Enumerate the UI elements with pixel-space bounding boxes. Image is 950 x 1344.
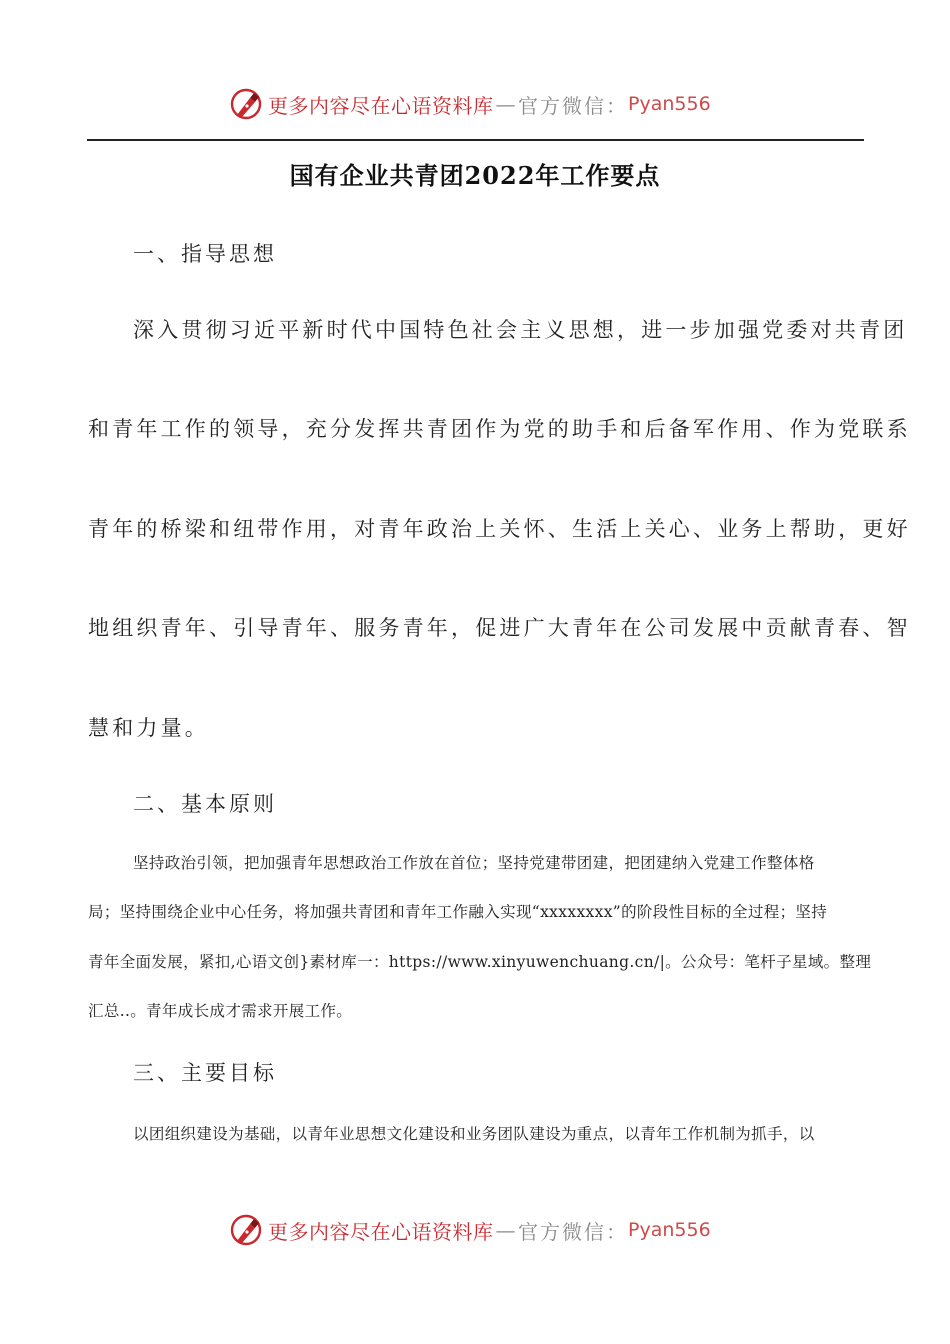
banner-wechat-id: Pyan556 <box>628 93 711 115</box>
paragraph-line: 慧和力量。 <box>88 716 209 740</box>
paragraph-line: 汇总..。青年成长成才需求开展工作。 <box>88 1002 353 1020</box>
paragraph-line: 地组织青年、引导青年、服务青年，促进广大青年在公司发展中贡献青春、智 <box>88 616 911 640</box>
pen-nib-logo-icon <box>228 86 264 122</box>
header-divider <box>87 139 864 141</box>
section-heading-basic-principles: 二、基本原则 <box>133 792 277 816</box>
banner-brand-text: 更多内容尽在心语资料库 <box>268 1219 494 1244</box>
header-banner <box>0 84 950 124</box>
banner-dash: — <box>495 92 516 116</box>
section-heading-guiding-ideology: 一、指导思想 <box>133 242 277 266</box>
banner-official-text: 官方微信： <box>518 1219 628 1244</box>
banner-wechat-id: Pyan556 <box>628 1219 711 1241</box>
paragraph-line: 局；坚持围绕企业中心任务，将加强共青团和青年工作融入实现“xxxxxxxx”的阶段性目标的全过程；坚持 <box>88 903 828 921</box>
paragraph-line: 坚持政治引领，把加强青年思想政治工作放在首位；坚持党建带团建，把团建纳入党建工作整体格 <box>133 854 815 872</box>
banner-brand-text: 更多内容尽在心语资料库 <box>268 93 494 118</box>
pen-nib-logo-icon <box>228 1212 264 1248</box>
paragraph-line: 和青年工作的领导，充分发挥共青团作为党的助手和后备军作用、作为党联系 <box>88 417 911 441</box>
document-title: 国有企业共青团2022年工作要点 <box>289 161 661 190</box>
paragraph-line: 青年全面发展，紧扣,心语文创}素材库一：https://www.xinyuwenchuang.cn/|。公众号：笔杆子星域。整理 <box>88 953 872 971</box>
footer-banner <box>0 1210 950 1250</box>
section-heading-main-goals: 三、主要目标 <box>133 1061 277 1085</box>
banner-official-text: 官方微信： <box>518 93 628 118</box>
paragraph-line: 青年的桥梁和纽带作用，对青年政治上关怀、生活上关心、业务上帮助，更好 <box>88 517 911 541</box>
banner-dash: — <box>495 1218 516 1242</box>
paragraph-line: 深入贯彻习近平新时代中国特色社会主义思想，进一步加强党委对共青团 <box>133 318 908 342</box>
paragraph-line: 以团组织建设为基础，以青年业思想文化建设和业务团队建设为重点，以青年工作机制为抓手，以 <box>133 1125 815 1143</box>
